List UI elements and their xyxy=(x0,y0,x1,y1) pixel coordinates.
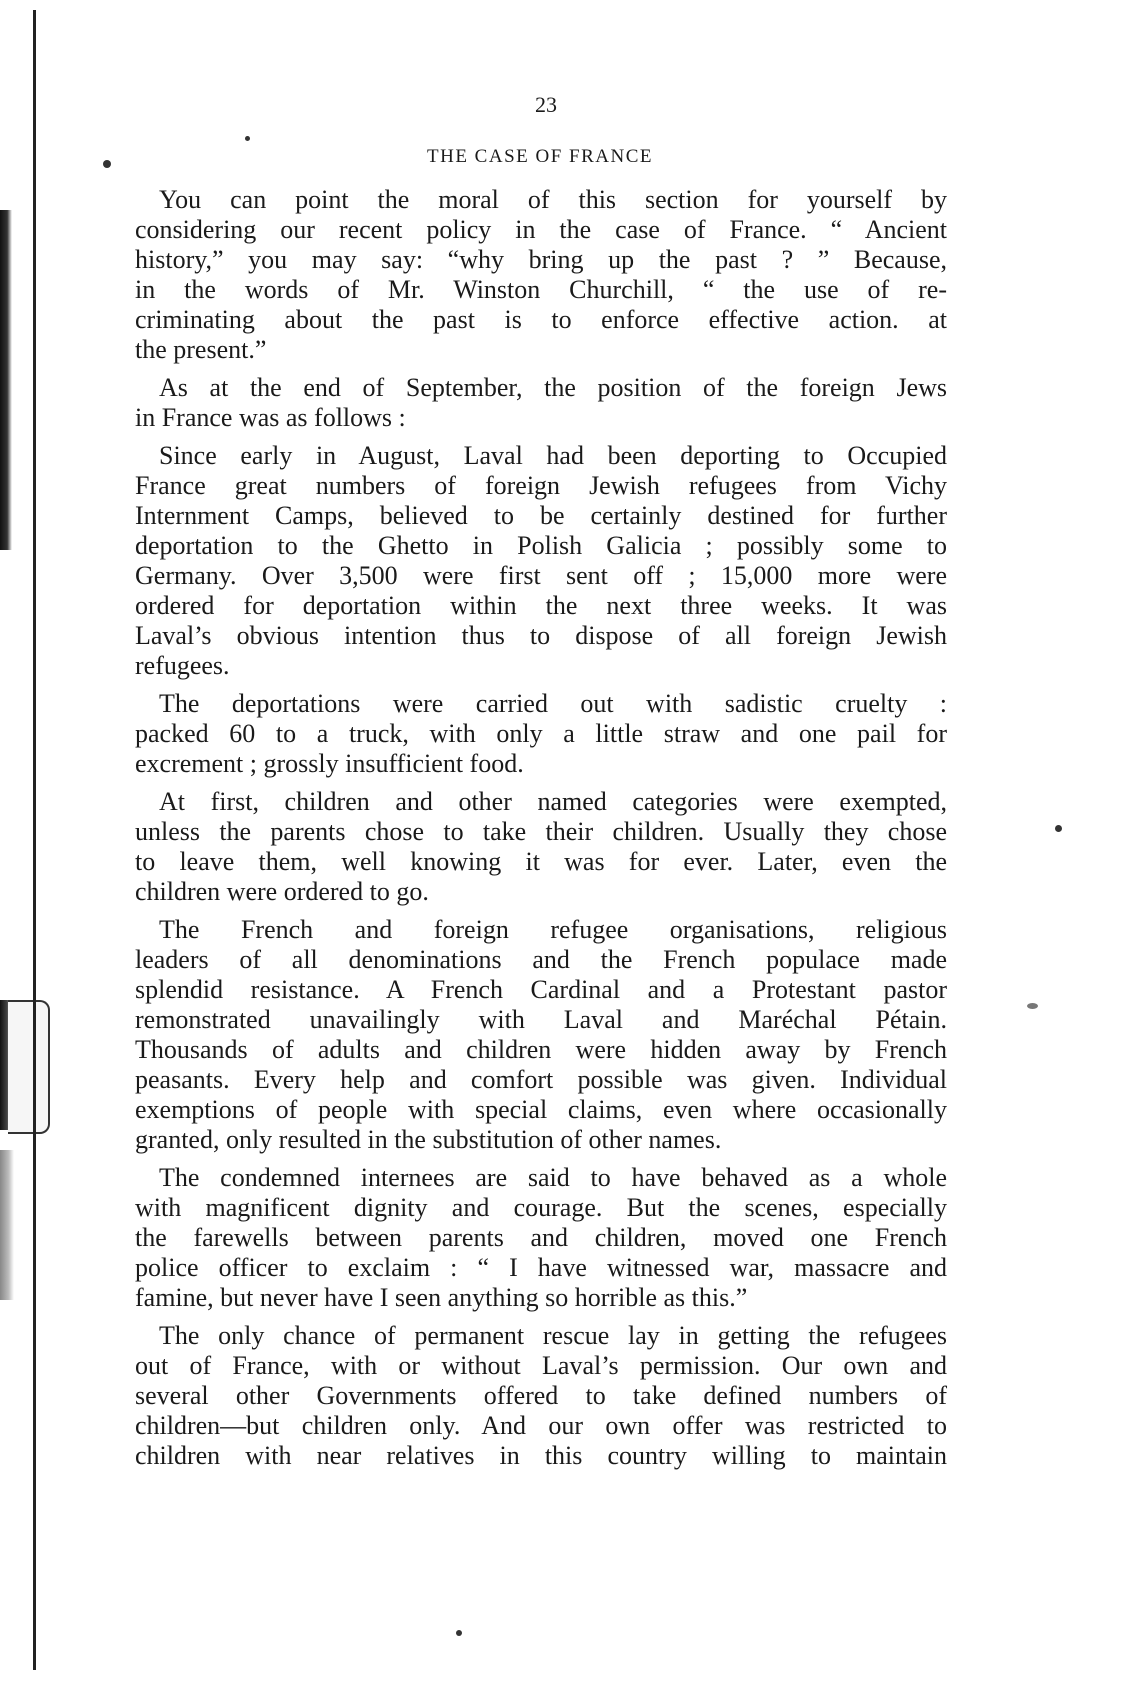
text-line: Internment Camps, believed to be certainly destined for further xyxy=(135,501,947,530)
text-line: splendid resistance. A French Cardinal and a Protestant pastor xyxy=(135,975,947,1004)
book-binding-edge xyxy=(0,0,48,1684)
text-line: Laval’s obvious intention thus to dispose of all foreign Jewish xyxy=(135,621,947,650)
binding-shadow xyxy=(0,210,12,550)
paragraph xyxy=(135,1163,947,1313)
text-line: leaders of all denominations and the French populace made xyxy=(135,945,947,974)
binding-clip xyxy=(8,1000,50,1134)
text-line: in France was as follows : xyxy=(135,403,406,432)
text-line: considering our recent policy in the case of France. “ Ancient xyxy=(135,215,947,244)
paragraph xyxy=(135,185,947,365)
text-line: several other Governments offered to take defined numbers of xyxy=(135,1381,947,1410)
text-line: The only chance of permanent rescue lay in getting the refugees xyxy=(159,1321,947,1350)
text-line: remonstrated unavailingly with Laval and Maréchal Pétain. xyxy=(135,1005,947,1034)
paragraph xyxy=(135,441,947,681)
text-line: the farewells between parents and children, moved one French xyxy=(135,1223,947,1252)
text-line: children—but children only. And our own offer was restricted to xyxy=(135,1411,947,1440)
binding-shadow xyxy=(0,1150,14,1300)
text-line: police officer to exclaim : “ I have witnessed war, massacre and xyxy=(135,1253,947,1282)
text-line: The French and foreign refugee organisations, religious xyxy=(159,915,947,944)
text-line: peasants. Every help and comfort possible was given. Individual xyxy=(135,1065,947,1094)
text-line: granted, only resulted in the substitution of other names. xyxy=(135,1125,722,1154)
text-line: You can point the moral of this section for yourself by xyxy=(159,185,947,214)
text-line: ordered for deportation within the next three weeks. It was xyxy=(135,591,947,620)
section-heading: THE CASE OF FRANCE xyxy=(427,146,653,167)
text-line: deportation to the Ghetto in Polish Galicia ; possibly some to xyxy=(135,531,947,560)
text-line: famine, but never have I seen anything so horrible as this.” xyxy=(135,1283,748,1312)
ink-speck xyxy=(245,136,250,141)
text-line: excrement ; grossly insufficient food. xyxy=(135,749,524,778)
text-line: France great numbers of foreign Jewish refugees from Vichy xyxy=(135,471,947,500)
text-line: Thousands of adults and children were hidden away by French xyxy=(135,1035,947,1064)
paragraph xyxy=(135,787,947,907)
page-number: 23 xyxy=(535,92,557,117)
binding-rule xyxy=(33,10,36,1670)
paragraph xyxy=(135,689,947,779)
text-line: The deportations were carried out with sadistic cruelty : xyxy=(159,689,947,718)
text-line: At first, children and other named categories were exempted, xyxy=(159,787,947,816)
paragraph xyxy=(135,915,947,1155)
body-text xyxy=(135,185,947,1479)
text-line: packed 60 to a truck, with only a little straw and one pail for xyxy=(135,719,947,748)
text-line: As at the end of September, the position of the foreign Jews xyxy=(159,373,947,402)
text-line: in the words of Mr. Winston Churchill, “ the use of re- xyxy=(135,275,947,304)
text-line: Since early in August, Laval had been deporting to Occupied xyxy=(159,441,947,470)
text-line: criminating about the past is to enforce effective action. at xyxy=(135,305,947,334)
text-line: to leave them, well knowing it was for ever. Later, even the xyxy=(135,847,947,876)
paragraph xyxy=(135,1321,947,1471)
ink-speck xyxy=(1055,825,1062,832)
text-line: with magnificent dignity and courage. But the scenes, especially xyxy=(135,1193,947,1222)
ink-speck xyxy=(456,1630,462,1636)
text-line: The condemned internees are said to have behaved as a whole xyxy=(159,1163,947,1192)
text-line: the present.” xyxy=(135,335,267,364)
ink-speck xyxy=(1027,1003,1038,1009)
text-line: children were ordered to go. xyxy=(135,877,429,906)
text-line: children with near relatives in this country willing to maintain xyxy=(135,1441,947,1470)
text-line: Germany. Over 3,500 were first sent off ; 15,000 more were xyxy=(135,561,947,590)
text-line: unless the parents chose to take their children. Usually they chose xyxy=(135,817,947,846)
text-line: exemptions of people with special claims, even where occasionally xyxy=(135,1095,947,1124)
text-line: history,” you may say: “why bring up the past ? ” Because, xyxy=(135,245,947,274)
paragraph xyxy=(135,373,947,433)
text-line: refugees. xyxy=(135,651,230,680)
text-line: out of France, with or without Laval’s permission. Our own and xyxy=(135,1351,947,1380)
